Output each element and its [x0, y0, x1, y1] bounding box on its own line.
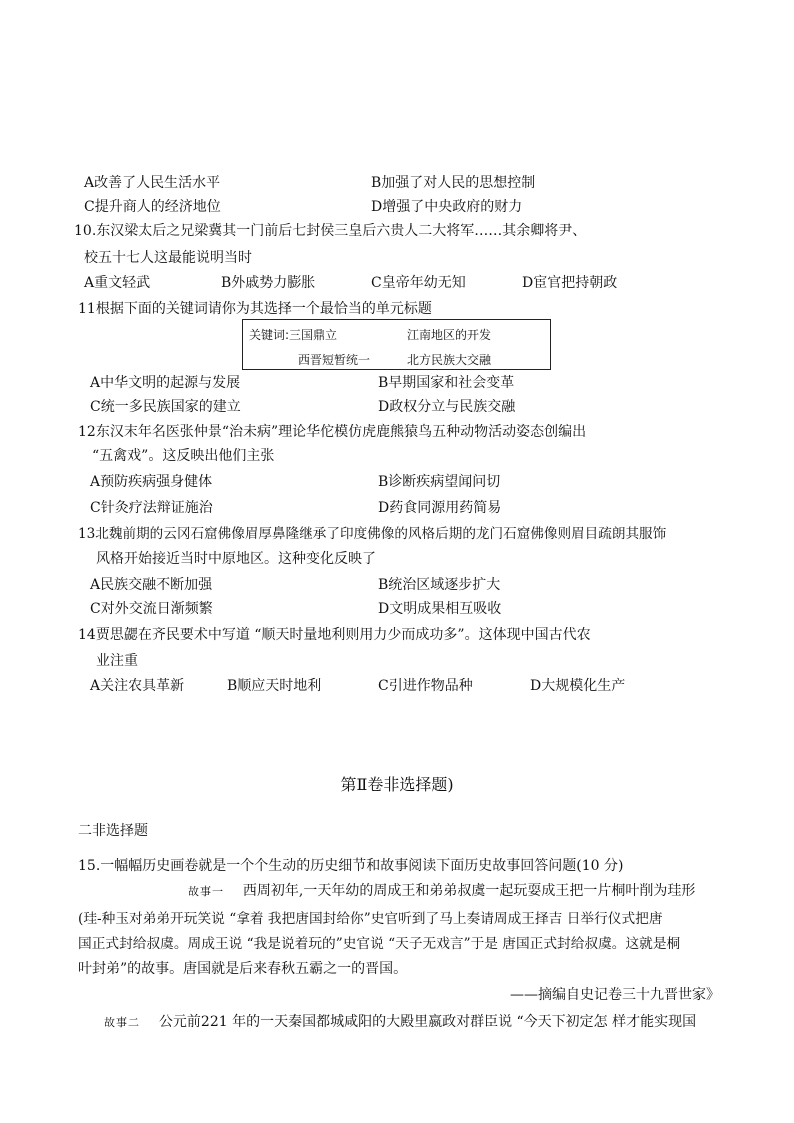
story2-line1 — [104, 1013, 696, 1032]
q12-option-b: B诊断疾病望闻问切 — [378, 474, 501, 490]
q14-stem-line1: 14贾思勰在齐民要术中写道 “顺天时量地利则用力少而成功多”。这体现中国古代农 — [78, 627, 591, 643]
story1-label: 故事一 — [188, 885, 224, 898]
keyword-2: 江南地区的开发 — [407, 328, 492, 342]
story1-line4: 叶封弟”的故事。唐国就是后来春秋五霸之一的晋国。 — [78, 961, 408, 977]
keyword-1: 关键词:三国鼎立 — [249, 328, 338, 342]
q11-option-d: D政权分立与民族交融 — [378, 399, 516, 415]
q9-option-a: A改善了人民生活水平 — [84, 175, 221, 191]
story2-label: 故事二 — [104, 1016, 140, 1029]
story1-text-1: 西周初年,一天年幼的周成王和弟弟叔虞一起玩耍成王把一片桐叶削为珪形 — [242, 883, 696, 899]
q10-stem-line1: 10.东汉梁太后之兄梁冀其一门前后七封侯三皇后六贵人二大将军……其余卿将尹、 — [74, 223, 587, 239]
keyword-4: 北方民族大交融 — [407, 353, 492, 367]
q14-stem-line2: 业注重 — [96, 653, 138, 669]
story1-source: ——摘编自史记卷三十九晋世家》 — [510, 987, 720, 1003]
story1-line1 — [188, 882, 695, 901]
q12-stem-line2: “五禽戏”。这反映出他们主张 — [92, 448, 275, 464]
q13-stem-line2: 风格开始接近当时中原地区。这种变化反映了 — [96, 551, 376, 567]
q11-option-c: C统一多民族国家的建立 — [90, 399, 241, 415]
keyword-box — [242, 319, 551, 370]
q11-option-b: B早期国家和社会变革 — [378, 375, 515, 391]
q10-stem-line2: 校五十七人这最能说明当时 — [84, 250, 252, 266]
q10-option-a: A重文轻武 — [84, 275, 151, 291]
q14-option-a: A关注农具革新 — [90, 678, 185, 694]
story1-line2: (珪-种玉对弟弟开玩笑说 “拿着 我把唐国封给你”史官听到了马上奏请周成王择吉 日举行仪式把唐 — [78, 911, 663, 927]
q13-option-b: B统治区域逐步扩大 — [378, 577, 501, 593]
q9-option-b: B加强了对人民的思想控制 — [371, 175, 536, 191]
section-title: 第Ⅱ卷非选择题) — [340, 775, 454, 794]
q12-stem-line1: 12东汉末年名医张仲景“治未病”理论华佗模仿虎鹿熊猿鸟五种动物活动姿态创编出 — [78, 424, 587, 440]
q12-option-c: C针灸疗法辩证施治 — [90, 500, 213, 516]
q15-stem: 15.一幅幅历史画卷就是一个个生动的历史细节和故事阅读下面历史故事回答问题(10 分) — [78, 858, 624, 874]
q11-stem: 11根据下面的关键词请你为其选择一个最恰当的单元标题 — [78, 301, 432, 317]
section-heading: 二非选择题 — [78, 823, 148, 839]
q13-option-c: C对外交流日渐频繁 — [90, 601, 213, 617]
q13-stem-line1: 13北魏前期的云冈石窟佛像眉厚鼻隆继承了印度佛像的风格后期的龙门石窟佛像则眉目疏朗其服饰 — [78, 526, 667, 542]
keyword-3: 西晋短暂统一 — [298, 353, 371, 367]
q10-option-b: B外戚势力膨胀 — [221, 275, 316, 291]
q12-option-d: D药食同源用药简易 — [378, 500, 502, 516]
q9-option-d: D增强了中央政府的财力 — [371, 199, 523, 215]
q9-option-c: C提升商人的经济地位 — [84, 199, 221, 215]
q10-option-d: D宦官把持朝政 — [522, 275, 618, 291]
q14-option-c: C引进作物品种 — [378, 678, 473, 694]
q12-option-a: A预防疾病强身健体 — [90, 474, 213, 490]
q10-option-c: C皇帝年幼无知 — [371, 275, 466, 291]
q11-option-a: A中华文明的起源与发展 — [90, 375, 241, 391]
q13-option-a: A民族交融不断加强 — [90, 577, 213, 593]
story2-text-1: 公元前221 年的一天秦国都城咸阳的大殿里嬴政对群臣说 “今天下初定怎 样才能实现国 — [158, 1014, 697, 1030]
q14-option-b: B顺应天时地利 — [227, 678, 322, 694]
q14-option-d: D大规模化生产 — [530, 678, 626, 694]
q13-option-d: D文明成果相互吸收 — [378, 601, 502, 617]
story1-line3: 国正式封给叔虞。周成王说 “我是说着玩的”史官说 “天子无戏言”于是 唐国正式封给叔虞。这就是桐 — [78, 936, 681, 952]
